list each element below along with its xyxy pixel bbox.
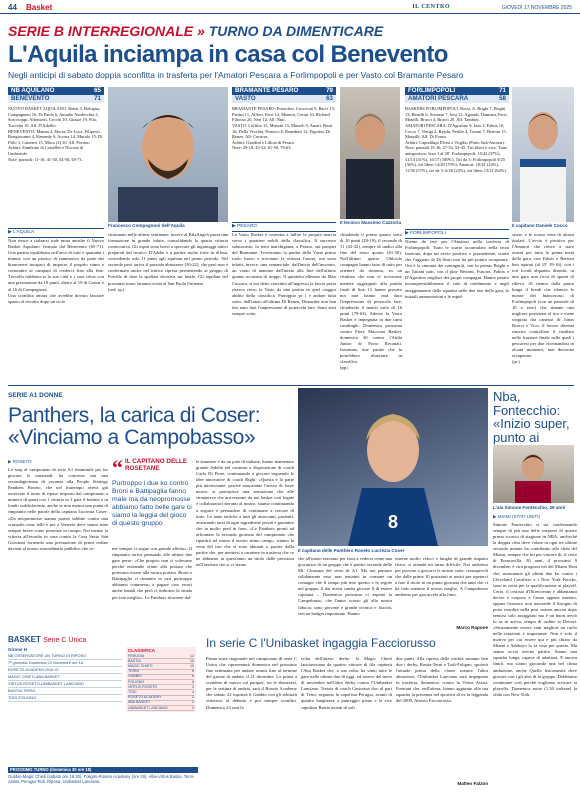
section-divider xyxy=(8,385,574,386)
photo-fontecchio xyxy=(493,445,574,503)
scorebox-game1 xyxy=(8,87,104,103)
tag-pesaro xyxy=(232,222,336,232)
scorebox-game2 xyxy=(232,87,336,103)
svg-text:8: 8 xyxy=(387,512,399,532)
tag-arrow-icon: ▶ xyxy=(8,459,13,464)
tag-label: MIAMI (STATI UNITI) xyxy=(497,514,541,519)
tabellino-game2: BRAMANTE PESARO: Pozzolesi, Croscioni 9, Bacci 13, Pierini 11, Alfieri, Ferri 14, Menotti, Cerini 10, Richard Filiosso 20, Neri 12. All: Nini. VASTO: Loffitto 13, Menotti 15, Marseli 5, Amati, Bruti 16, Della Vecchia, Petrucci 6, Benedetti 12, Figorini, Di Renzo. All: Cucurra. Arbitri: Giardini e Lilloia di Pesaro. Note: 29-18, 43-32, 61-50, 79-63. xyxy=(232,106,336,151)
standing-points: 4 xyxy=(192,690,194,695)
photo-compagnoni xyxy=(108,87,228,222)
standing-team: TODI xyxy=(128,690,137,695)
photo-cazzorla xyxy=(340,87,400,219)
classifica-title: CLASSIFICA xyxy=(128,648,155,653)
story3-tag xyxy=(493,514,577,520)
kicker-rest: TURNO DA DIMENTICARE xyxy=(208,23,384,39)
team-score: 58 xyxy=(499,94,506,102)
standing-points: 6 xyxy=(192,674,194,679)
tabellino-game3: BASKERS FORLIMPOPOLI: Rossi, A. Brighi 7, Brighi 13, Benelli 6, Scimeni 7, Sesi 12, Agaradi, Damiani, Ferri, Maselli, Bracci 4, Bracci 20. All: Tambini. AMATORI PESCARA: D'Agostino 9, Izzo 2, Fabris 10, Cocco 7, Venigi 2, Rajola, Perillo 4, Tovani 7, Bertoni 15, Mazzilli. All: Di Fonzo. Arbitri: Capodilupi Elvisi e Virgilio (Prato Sud/Ancona). Note: parziali 15-16, 27-32, 52-45. Tiri liberi e vico. Tutto antisportivo: Izzo 1 al 38'. Forlimpopoli: 15/42 (37%), 31/14 (41%), 16/17 (100%). Tiri da 3: Forlimpopoli 9/25 (36%), tiri liberi 14/20 (70%). Amatori: 10/41 (24%), 11/30 (37%), tiri da 3: 6/26 (23%), tiri liberi 13/21 (62%). xyxy=(405,106,508,173)
caption-photo2: Il tecnico Massimo Cazzorla xyxy=(340,220,402,225)
team-score: 63 xyxy=(326,94,333,102)
photo-cocco xyxy=(512,87,574,222)
story2-col1: Lo stop al campionato di serie A1 femminile per far giocare le nazionali, ha concesso uni una secondagiornata di vacanza alla People Strategy Panthers Roseto, che nel frattempo avevà già osservato il turno di riposo imposto dal campionato a numero di quasi con 1 vittoria in 3 gare il bottino e in fondo soddisfacente, anche se non manca una punta di rimpianto nelle parole della capitana Lucrezia Coser: «Da neopromosse stanno parten sobbite contro una cruzazila cone felle e poi a Venezia dove siamo state sempre brave come presenze in campo. Nei menso la vittoria all'esordio in casa contro la Cesa Sesto San Giovanni fornendo una prestazione di primi ordine davanti al nostro straordinario pubblico che ce- xyxy=(8,467,108,551)
player-photo-illustration xyxy=(108,87,228,222)
quote-header xyxy=(112,455,192,480)
standing-team: ROSETO ACADEMY xyxy=(128,695,162,700)
main-subhead: Negli anticipi di sabato doppia sconfitta in trasferta per l'Amatori Pescara a Forlimpopoli e per Vasto col Bramante Pesaro xyxy=(8,70,464,80)
result-text: VIRTUS ROSETO-UNIBASKET LANCIANO xyxy=(8,681,84,687)
standing-points: 10 xyxy=(190,658,194,663)
standing-points: 2 xyxy=(192,695,194,700)
caption-photo3: Il capitano Daniele Cocco xyxy=(512,223,568,228)
tag-label: L'AQUILA xyxy=(13,230,35,235)
standing-points: 4 xyxy=(192,684,194,689)
team-score: 79 xyxy=(326,86,333,94)
standing-team: VIRTUS ROSETO xyxy=(128,684,158,689)
tag-arrow-icon: ▶ xyxy=(405,231,411,236)
story2-col4: che all'inizio eravamo per farsi a vedersi come una giocatrice di un gruppo che è partito seconde delle Mi. Chiusura del sesto di A1. Ma noi pensare solidamente esso non teniamo in comune un contagio che lì tempo più mio questo e le regole nel gruppo, il dai nostri cambi giocare ll di essere capitana – Domenica prossima ci aspetta la Campobasso, che l'anno scorso gli alla nostra fiducia, sono giovane e grande tecnica e fisicità, con un budget importante. Hanno xyxy=(298,556,392,616)
story4-col2: volta dell'atteso derby: la Magic Chieti lanciavisiana da quattro vittorie di fila ospiterà l'Aba Basket che, a sua volta, ha vinto tutte le gare nelle ultime due di oggi, ed invece del mese di novembre nell'altro derby contro l'Unibasket Lanciano. Treizia di coach Castorina che, al pari di Terni, seguono la capolista Perugia, avanti di quattro lunghezze a punteggio pieno e la vice capolista Bastia avanti di soli xyxy=(301,656,392,710)
standing-team: FOLIGNO xyxy=(128,679,145,684)
fontecchio-photo-illustration xyxy=(493,445,574,503)
team-score: 71 xyxy=(499,86,506,94)
tag-arrow-icon: ▶ xyxy=(493,514,498,519)
standing-row xyxy=(128,706,194,711)
team-name: FORLIMPOPOLI xyxy=(408,86,456,94)
prossimo-turno-list: Gubbio-Magic Chieti (sabato ore 18.30). Foligno-Roseto Academy (ore 19). Alba-Virtus Bastia, Terni-Assisi, Perugia-Todi. Riposa: Unibasket Lanciano. xyxy=(8,774,195,785)
standing-points: 2 xyxy=(192,705,194,710)
standing-points: 6 xyxy=(192,679,194,684)
quote-marks-icon: “ xyxy=(112,455,123,480)
standing-team: PERUGIA xyxy=(128,653,145,658)
captain-photo-illustration xyxy=(512,87,574,222)
basket-subtitle: Serie C Unica xyxy=(43,637,87,644)
kicker xyxy=(8,22,383,40)
tag-arrow-icon: ▶ xyxy=(232,224,238,229)
standing-points: 2 xyxy=(192,700,194,705)
story2-col3: le straniere e da un paio di italiane, hanno mantenuto grande fedeltà nel contesto a disposizione di coach Carlo Di Fiore, continuando a giocare seguendo le idee innovative di coach Righi: «Questa è la parte più interessante, perché nonostante l'arrivo di forze nuove, si percepisce una sensazione che alle stranierece che arriveranno da noi basket così legate e collaboratori davanti al nostro, stiamo continuando a seguire e persuadere di continuare a cercare di tutto. Le tante tattiche a tutti gli attaccanti, pazienti, avanzando tassi di ogni ingrediente pronti e garantire che in molto perd in fono. «Le Panthers pronti ad affrontare la seconda giornata del campionato che ripartirà ad essere il nostro ritmo campo, stiamo la vena del tiro che si sono abituati a partire dalla partite che, per mettersi a carattere in trasferta che ce ne abbiamo in quest'anno un titolo dalle pressioni nell'assenza che si vi siamo xyxy=(196,459,294,568)
story2-col2: me sempre ci segue con grande affetto». Il rimpianto arriva pensando alle ultime due gare perse: «Che proprio non ci volevano perché entrambe erano alla portata che potevano essere alla nostra portata. Broni e Battipaglia ci rimanite in casi purtroppo abbiamo commesso a pagare caro errori anche banali che però ci indicano la strada per fare meglio». Le Panthers ritornere dal- xyxy=(112,546,192,600)
article1-col2: sfortunato nelle ultime settimane, invece al PalaAngeli passa una formazione in grande salute, consolidando la quarta vittoria consecutiva. Gli ospiti sono bravi a sporcare gli ingranaggi tattici preparati dal tecnico D'Addio e a partire molto forte in difesa, concedendo solo 11 punti agli aquilani nel primo periodo. Nel secondo però arriva il parziale abruzzese (30-22), che però non è confermato anche nel trittico ripresa permettendo ai gruppo di Porrillo di dare la spallata decisiva sui finale. Gli aquilani nel prossimo turno faranno visita al San Paolo Ostiense. (red. sp.) xyxy=(108,232,228,292)
team-name: NB AQUILANO xyxy=(11,86,55,94)
scorebox-game3 xyxy=(405,87,509,103)
article3-col1: Niente da fare per l'Amatori nella trasferta di Forlimpopoli. Tutto le scarto accumulato nella terza frazione, dopo un avvio positivo e promettente, scarto che l'agguato di Di Sisto non ha più potuto recuperare. Ora è la rimonta dei romagnoli, con in primis Brighi e un Taitani tutti, con il play Bertoni, Fuscari, Fabris e D'Agostino migliori dei propri compagni. Hanno pesato incomprensibilmente il calo di rendimento e negli atteggiamento delle squadra nelle due fasi della gara, le iniziali ammonizioni e le espul- xyxy=(405,239,509,299)
basket-classifica xyxy=(126,647,196,712)
standing-team: ABA BASKET xyxy=(128,700,151,705)
tag-label: FORLIMPOPOLI xyxy=(410,231,447,236)
story3-body: Simone Fontecchio si sta confermando sempre di più una delle sorprese di questo primo scorcio di stagione in NBA, ancheché la doppia cifra deve volare in ogni tre ultime secondo minute ha contribuito alla sfida del Miami, sempre che lui per vincere di, il certo di Francavilla, 30 anni, il prossimo 9 dicembre, è vira prognosi nei dei Miami Heat che, nonostante gli ultimi due ko contro i Cleveland Cavaliers e i New York Knicks, sono in corsa per la qualificazione ai playoff. Certo, il cestista d'Oltreoceano è abbastanza decise e corposo e l'anno appena iniziato, eppure l'azzurro non nasconde il bisogno di poter esordire nella post season ancora dopo sentirsi solo assaggiato ma è un buon avviò lo sa in arrivo, tempo di ordine ai Detroit. «Sicuramente essere stati migliori un ruolo nelle rotazioni è importante. Non è solo il motivo per cui essere qui e più chiaro da Miami e Adebayo lo sa cose per questo. Ma siamo ovvio averne partire. Siamo una squadra lunga, capace di adattarsi. E ancora finirò, ma siamo giocando una bel clima ambizione, anche Quello fisicamente deve giocare con i gli altri di la gruppo. Dobbiamo continuare così perché vogliamo arrivare ai playoffs. Domenica notte (1.30 italiane) la sfida con New York. xyxy=(493,522,577,697)
article2-col2: chiudendo il primo quarto sotto di 10 punti (29-19), il secondo di 11 (43-32), sempre di undici alla fine del terzo quarto (61-50). Nell'ultimo quarto Ohlcicle compagni hanno fatto di tutto per ottenere da rimonta, su un risultato che non vi trovavano mettere aggrappati alla partita finali di fine. Ci hanno provato ma non hanno mai dato l'impressione di potercela fare, chiudendo il match sotto di 16 punti (79-63). Adesso la Vasto Basket è impegnata in due turni casalinghi. Domenica prossima contro Fiere Maccona Basket, domenica 30 contro l'Attila Junior di Porto Recanati. Insomma, due partite che la potrebbero rilanciare in classifica. (pp) xyxy=(340,232,402,371)
story2-tag xyxy=(8,459,108,465)
standing-team: MAGIC CHIETI xyxy=(128,664,153,669)
coser-photo-illustration xyxy=(298,388,488,546)
result-text: NB OSSERVATORE UN TURNO DI RIPOSO xyxy=(8,653,87,659)
story2-headline: Panthers, la carica di Coser: «Vinciamo a Campobasso» xyxy=(8,404,261,450)
prossimo-turno: PROSSIMO TURNO (domenica 30 ore 18) xyxy=(8,767,198,773)
standing-team: BASTIA xyxy=(128,658,141,663)
caption-coser: Il capitano delle Panthers Roseto Lucrezia Coser xyxy=(298,548,405,553)
story4-signature: Matteo Falzon xyxy=(457,781,488,786)
pull-quote xyxy=(112,455,192,528)
basket-girone: Girone H xyxy=(8,647,28,652)
story3-headline: Nba, Fonteсchio: «Inizio super, punto ai xyxy=(493,389,570,445)
tabellino-game1: NUOVO BASKET AQUILANO: Renzi 3, Bologna, Compagnoni 16, Di Paolo 6, Amadio Nardecchia 2, Scaccioppi, Alfonsetti, Cecchi 10, Giosué 19, Fila, Tuccetta 10. All: D'Adelfio. BENEVENTO: Manna 4, Morra, De Luca, Filipovic, Bongiovanni 4, Kennedy 6, Acosta 14, Murolo 15, Di Pirlo 3, Caioneri 15, Mirra (2) 10. All: Porrino. Arbitri: Zambotto di Castellée e Nicosia di Umbertide. Note: parziali: 11-16, 41-30, 54-58, 65-71. xyxy=(8,106,103,162)
kicker-serie: SERIE B INTERREGIONALE xyxy=(8,23,194,39)
team-score: 65 xyxy=(94,86,101,94)
story2-label: SERIE A1 DONNE xyxy=(8,392,63,399)
team-name: BRAMANTE PESARO xyxy=(235,86,299,94)
result-text: ROSETO ACADEMY-GIULIO xyxy=(8,667,59,673)
standing-points: 8 xyxy=(192,669,194,674)
team-score: 71 xyxy=(94,94,101,102)
article2-col1: La Vasto Basket è costretta a fallire la propria marcia verso i quartieri nobili della classifica. Il successo salutavasto, in terra marchigiana, a Pesaro, sui parquet del Bramante. Troveranno la partita della Vasto primo ruolo bravo e troviamo la vittoria l'onore, ma sono infatti, invece, una sentanciale, dall'inizio dell'incontro, un vanto di manone dall'inizio alla fine dell'ultimo quanto accanata di troppo. Il quintetto allenato da Max Cucurra, si era detto convinto all'ingresso la fascia porta riserva verso la Vasto da una partita in quel viaggio abilito della classifica. Partoppio pr ( e andare tutta sotto, dall'inizio all'ultima Di Renzo, Dimartini non han tiro nato dari l'impressione di potercela fare. Sono stati sempre sotto, xyxy=(232,232,336,316)
team-name: VASTO xyxy=(235,94,256,102)
tag-arrow-icon: ▶ xyxy=(8,230,14,235)
caption-photo1: Francesco Compagnoni dell'Aquila xyxy=(108,223,185,228)
newspaper-name: IL CENTRO xyxy=(412,4,450,10)
story2-col5: esterne molto veloci e lunghe di grande impatto fisico, ci attende un turno difficile. Noi andremo per provare a giocarci le nostre carte, consapevoli che dalle prime 10 posizioni ai nostri per ripeterci a fare il titolo in un punto giornata che anni che ci ha fatto mettere il nostro meglio. A Campobasso andremo per giocarcela alla fine». xyxy=(395,556,488,598)
result-text: 7ª giornata: Domenica 23 Novembre ore 18 xyxy=(8,660,83,666)
result-row xyxy=(8,688,122,695)
page-header xyxy=(0,0,580,14)
story2-signature: Marco Rapone xyxy=(456,625,488,630)
main-headline: L'Aquila inciampa in casa col Benevento xyxy=(8,41,448,68)
quote-text: Purtroppo i due ko contro Broni e Battipaglia fanno male ma da neopromosse abbiamo fatto belle gare ci siamo la leggia del gioco di questo gruppo xyxy=(112,479,192,527)
standing-team: GUBBIO xyxy=(128,674,142,679)
coach-photo-illustration xyxy=(340,87,400,219)
tag-laquila xyxy=(8,228,104,238)
kicker-arrow: » xyxy=(197,23,205,39)
caption-fontecchio: L'ala Simone Fontecchio, 29 anni xyxy=(493,505,566,510)
tag-forlimpopoli xyxy=(405,229,509,239)
result-text: BASTIA-TERNI xyxy=(8,688,35,694)
article3-col2: sione, e le scarsa vena di alcuni titolari. L'avvio è positivo per l'Amatori che riesce a stare avanti per tutta la prima metà della gara, con Fabris e Bertoni ben ispirati (al 15' 19-16), con i tori locali alquanto disuniti, in una gara non ricca di spunti di rilievo. Al rientro dalla pausa lunga il break che rilancia le mosse dei biancorossi di Forlimpopoli (con un parziale di 10 a zero) che rimane una migliore posizione al tiro e viene sospinta dai canestri di Jonas Bracci e Vico, il lavoro diventa riuscito controllare il risultato nella frazione finale nelle quali i pescaresi per due viceinandosi in alcuni momenti, non decisone recuperare. (pr.) xyxy=(512,232,574,365)
result-row xyxy=(8,681,122,688)
result-row xyxy=(8,695,122,702)
basket-results xyxy=(8,647,122,702)
team-name: BENEVENTO xyxy=(11,94,50,102)
result-row xyxy=(8,667,122,674)
story4-col3: due punti. Alla ripresa delle ostilità saranno ben due i derby, Bastia-Terni e Todi-Foligno, sposerà l'attuale prima della classe mentre l'altra abruzzese, l'Unibasket Lanciano sarà impegnata in trasferta, domenica, contro la Virtus Assisi. Frentani che, nell'attesa, hanno aggiunto alla tua squadra la presenza nel sportiva di ex la leggenda del 2009, Alessio Facciorusso. xyxy=(396,656,488,704)
result-row xyxy=(8,660,122,667)
page-number: 44 xyxy=(8,3,17,12)
team-name: AMATORI PESCARA xyxy=(408,94,469,102)
story4-headline: In serie C l'Unibasket ingaggia Facciorusso xyxy=(206,636,436,650)
result-row xyxy=(8,653,122,660)
article1-col1: Non riesce a rialzarsi trale mura amiche il Nuovo Basket Aquilano, fermato dal Benevento (65-71). Una partita equilibrata nell'arco di tutti e quaranta i minuti, con un pizzico di rammarico da parte dei bianconeri incapaci di imporre il proprio ritmo e consentire ai campani di crederci fino alla fine. Tuccella riabbraccia la sua città e i suoi tifosi con una prestazione da 10 punti, dietro al 19 di Cassar e al 16 di Compagnoni. Una sconfitta amara che avrebbe dovuto lasciare spazio al riscatto dopo un ciclo xyxy=(8,238,104,304)
standing-team: UNIBASKET LANCIANO xyxy=(128,705,168,710)
standing-points: 10 xyxy=(190,664,194,669)
tag-label: ROSETO xyxy=(12,459,32,464)
result-text: MAGIC CHIETI-ABA BASKET xyxy=(8,674,60,680)
story4-col1: Prima sosta stagionale nel campionato di serie C Unica che ripresenterà domenica nel prossimo fine settimana per andare avanti fino al termine del girone di andata, il 21 dicembre. La prima a scendere di nuovo sul parquet, tra le abruzzesi, per le settima di andata, sarà il Roseto Academy che sabato 22 ospiterà il Gubbio con gli arbitrali vittoriosi al debutto e poi sempre sconfitti. Domenica 23 sarà la xyxy=(206,656,297,710)
standing-team: TERNI xyxy=(128,669,139,674)
result-text: TODI-FOLIGNO xyxy=(8,695,37,701)
issue-date: GIOVEDÌ 17 NOVEMBRE 2025 xyxy=(501,5,572,11)
standing-points: 12 xyxy=(190,653,194,658)
basket-box-title xyxy=(8,635,198,647)
tag-label: PESARO xyxy=(237,224,258,229)
result-row xyxy=(8,674,122,681)
photo-coser xyxy=(298,388,488,546)
section-name: Basket xyxy=(26,3,53,12)
quote-label: IL CAPITANO DELLE ROSETANE xyxy=(125,458,188,472)
basket-title: BASKET xyxy=(8,635,41,644)
